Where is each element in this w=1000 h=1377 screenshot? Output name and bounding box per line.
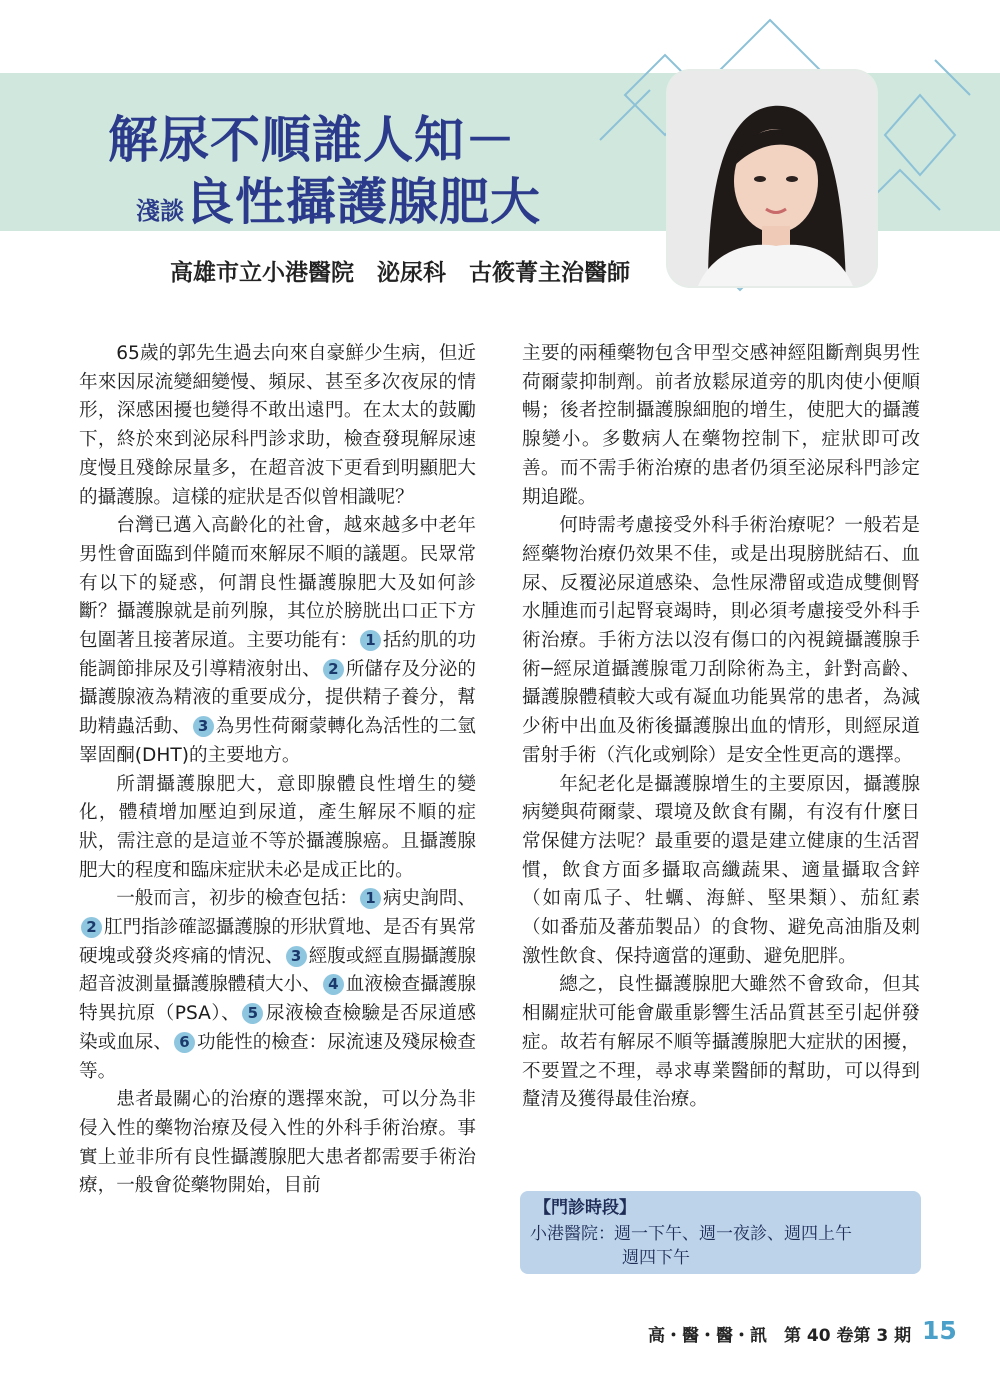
portrait-illustration <box>668 71 876 286</box>
clinic-schedule-line1: 週一下午、週一夜診、週四上午 <box>614 1224 852 1244</box>
title-line2 <box>136 162 541 234</box>
number-badge: 2 <box>323 659 344 680</box>
paragraph: 65歲的郭先生過去向來自豪鮮少生病，但近年來因尿流變細變慢、頻尿、甚至多次夜尿的情形，深感困擾也變得不敢出遠門。在太太的鼓勵下，終於來到泌尿科門診求助，檢查發現解尿速度慢且殘餘尿量多，在超音波下更看到明顯肥大的攝護腺。這樣的症狀是否似曾相識呢？ <box>79 343 476 508</box>
author-byline: 高雄市立小港醫院 泌尿科 古筱菁主治醫師 <box>170 260 630 286</box>
number-badge: 3 <box>193 716 214 737</box>
paragraph: 患者最關心的治療的選擇來說，可以分為非侵入性的藥物治療及侵入性的外科手術治療。事實上並非所有良性攝護腺肥大患者都需要手術治療，一般會從藥物開始，目前 <box>79 1089 476 1197</box>
clinic-hours-box <box>520 1191 921 1274</box>
paragraph: 台灣已邁入高齡化的社會，越來越多中老年男性會面臨到伴隨而來解尿不順的議題。民眾常有以下的疑惑，何謂良性攝護腺肥大及如何診斷？攝護腺就是前列腺，其位於膀胱出口正下方包圍著且接著尿道。主要功能有： 1 括約肌的功能調節排尿及引導精液射出、 2 所儲存及分泌的攝護腺液為精液的重要成分，提供精子養分，幫助精蟲活動、 3 為男性荷爾蒙轉化為活性的二氫睪固酮(DHT)的主要地方。 <box>79 515 476 766</box>
number-badge: 2 <box>81 917 102 938</box>
paragraph: 主要的兩種藥物包含甲型交感神經阻斷劑與男性荷爾蒙抑制劑。前者放鬆尿道旁的肌肉使小便順暢；後者控制攝護腺細胞的增生，使肥大的攝護腺變小。多數病人在藥物控制下，症狀即可改善。而不需手術治療的患者仍須至泌尿科門診定期追蹤。 <box>522 343 920 508</box>
doctor-photo <box>668 71 876 286</box>
number-badge: 6 <box>174 1032 195 1053</box>
footer-publication: 高・醫・醫・訊 第 40 卷第 3 期 <box>648 1326 912 1346</box>
number-badge: 3 <box>286 946 307 967</box>
paragraph: 所謂攝護腺肥大，意即腺體良性增生的變化，體積增加壓迫到尿道，產生解尿不順的症狀，需注意的是這並不等於攝護腺癌。且攝護腺肥大的程度和臨床症狀未必是成正比的。 <box>79 773 476 881</box>
paragraph: 何時需考慮接受外科手術治療呢？一般若是經藥物治療仍效果不佳，或是出現膀胱結石、血尿、反覆泌尿道感染、急性尿滯留或造成雙側腎水腫進而引起腎衰竭時，則必須考慮接受外科手術治療。手術方法以沒有傷口的內視鏡攝護腺手術─經尿道攝護腺電刀刮除術為主，針對高齡、攝護腺體積較大或有凝血功能異常的患者，為減少術中出血及術後攝護腺出血的情形，則經尿道雷射手術（汽化或剜除）是安全性更高的選擇。 <box>522 515 920 766</box>
article-column-left <box>79 340 476 1201</box>
title-prefix: 淺談 <box>136 197 184 225</box>
paragraph: 年紀老化是攝護腺增生的主要原因，攝護腺病變與荷爾蒙、環境及飲食有關，有沒有什麼日常保健方法呢？最重要的還是建立健康的生活習慣，飲食方面多攝取高纖蔬果、適量攝取含鋅（如南瓜子、牡蠣、海鮮、堅果類）、茄紅素（如番茄及蕃茄製品）的食物、避免高油脂及刺激性飲食、保持適當的運動、避免肥胖。 <box>522 773 920 967</box>
title-line1: 解尿不順誰人知－ <box>108 111 516 169</box>
clinic-hours-title: 【門診時段】 <box>534 1198 636 1218</box>
paragraph: 一般而言，初步的檢查包括： 1 病史詢問、2 肛門指診確認攝護腺的形狀質地、是否有異常硬塊或發炎疼痛的情況、 3 經腹或經直腸攝護腺超音波測量攝護腺體積大小、 4 血液檢查攝護腺特異抗原（PSA）、 5 尿液檢查檢驗是否尿道感染或血尿、 6 功能性的檢查：尿流速及殘尿檢查等。 <box>79 888 476 1082</box>
number-badge: 4 <box>323 974 344 995</box>
page-number: 15 <box>922 1316 957 1345</box>
paragraph: 總之，良性攝護腺肥大雖然不會致命，但其相關症狀可能會嚴重影響生活品質甚至引起併發症。故若有解尿不順等攝護腺肥大症狀的困擾，不要置之不理，尋求專業醫師的幫助，可以得到釐清及獲得最佳治療。 <box>522 974 920 1111</box>
title-main: 良性攝護腺肥大 <box>184 173 541 231</box>
number-badge: 5 <box>242 1003 263 1024</box>
clinic-hospital-label: 小港醫院： <box>530 1224 615 1244</box>
article-column-right <box>522 340 920 1115</box>
number-badge: 1 <box>360 630 381 651</box>
number-badge: 1 <box>360 888 381 909</box>
clinic-schedule-line2: 週四下午 <box>622 1248 690 1268</box>
